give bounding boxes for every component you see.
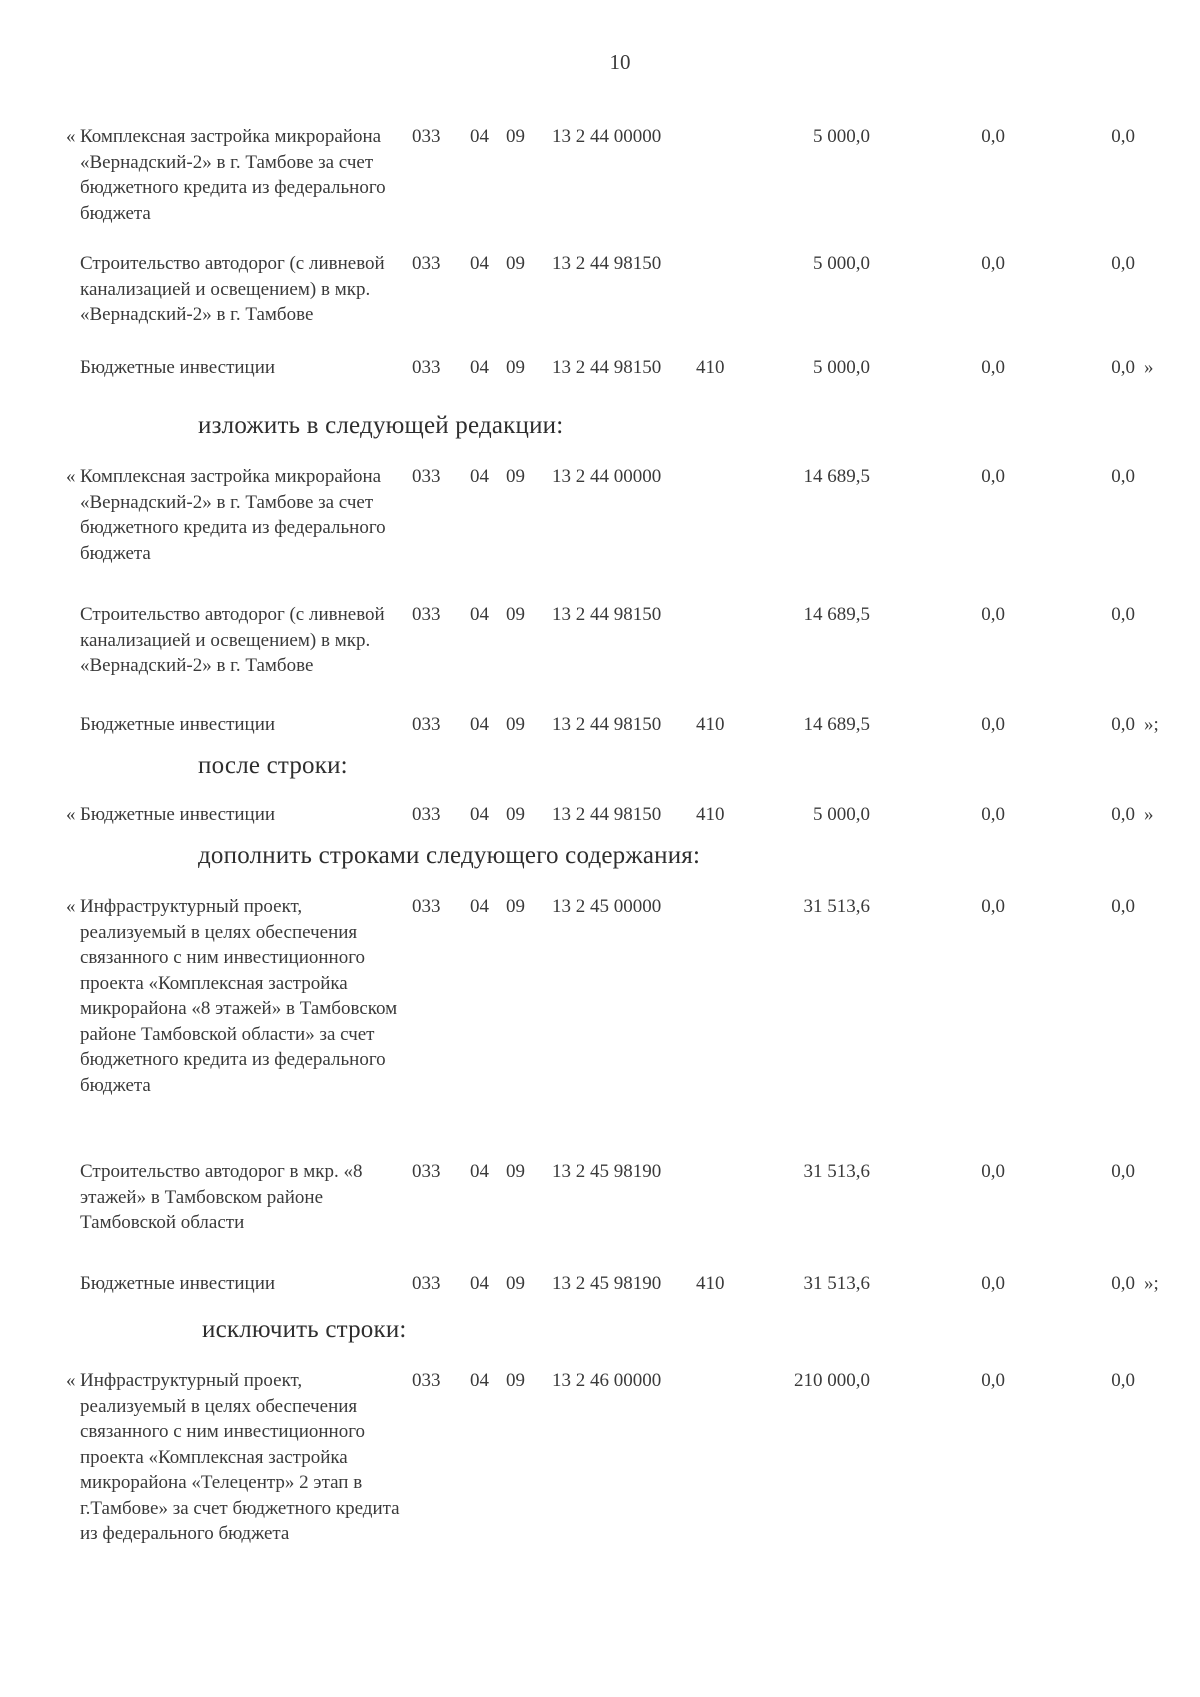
amount-year3: 0,0 [1111,896,1135,917]
amount-year3: 0,0 [1111,1273,1135,1294]
ved-code: 033 [412,357,441,378]
instruction-exclude-rows: исключить строки: [202,1316,407,1343]
pr-code: 09 [506,604,525,625]
rz-code: 04 [470,1370,489,1391]
pr-code: 09 [506,714,525,735]
amount-year2: 0,0 [981,1161,1005,1182]
pr-code: 09 [506,1370,525,1391]
csr-code: 13 2 45 98190 [552,1273,662,1294]
opening-quote: « [66,804,76,825]
ved-code: 033 [412,896,441,917]
csr-code: 13 2 44 98150 [552,253,662,274]
rz-code: 04 [470,896,489,917]
opening-quote: « [66,1370,76,1391]
rz-code: 04 [470,804,489,825]
closing-quote: »; [1144,1273,1159,1294]
amount-year1: 31 513,6 [803,1161,870,1182]
rz-code: 04 [470,357,489,378]
amount-year1: 5 000,0 [813,804,870,825]
csr-code: 13 2 44 00000 [552,466,662,487]
amount-year1: 5 000,0 [813,253,870,274]
row-name: Бюджетные инвестиции [80,1273,276,1294]
csr-code: 13 2 44 98150 [552,604,662,625]
amount-year2: 0,0 [981,896,1005,917]
closing-quote: » [1144,804,1154,825]
amount-year2: 0,0 [981,1273,1005,1294]
closing-quote: »; [1144,714,1159,735]
row-name: Инфраструктурный проект, реализуемый в целях обеспечения связанного с ним инвестиционного проекта «Комплексная застройка микрорайона «8 этажей» в Тамбовском районе Тамбовской области» за счет бюджетного кредита из федерального бюджета [80,896,398,1096]
ved-code: 033 [412,1161,441,1182]
ved-code: 033 [412,714,441,735]
rz-code: 04 [470,714,489,735]
amount-year1: 14 689,5 [803,604,870,625]
amount-year2: 0,0 [981,253,1005,274]
amount-year1: 14 689,5 [803,466,870,487]
csr-code: 13 2 44 98150 [552,357,662,378]
row-name: Строительство автодорог (с ливневой канализацией и освещением) в мкр. «Вернадский-2» в г. Тамбове [80,604,385,676]
row-name: Инфраструктурный проект, реализуемый в целях обеспечения связанного с ним инвестиционного проекта «Комплексная застройка микрорайона «Телецентр» 2 этап в г.Тамбове» за счет бюджетного кредита из федерального бюджета [80,1370,400,1544]
vr-code: 410 [696,357,725,378]
amount-year3: 0,0 [1111,604,1135,625]
amount-year1: 210 000,0 [794,1370,870,1391]
instruction-add-rows: дополнить строками следующего содержания: [198,842,701,869]
instruction-restate: изложить в следующей редакции: [198,412,564,439]
rz-code: 04 [470,1273,489,1294]
amount-year3: 0,0 [1111,804,1135,825]
pr-code: 09 [506,126,525,147]
amount-year2: 0,0 [981,604,1005,625]
pr-code: 09 [506,1273,525,1294]
pr-code: 09 [506,357,525,378]
rz-code: 04 [470,126,489,147]
amount-year2: 0,0 [981,466,1005,487]
amount-year3: 0,0 [1111,357,1135,378]
pr-code: 09 [506,253,525,274]
csr-code: 13 2 45 98190 [552,1161,662,1182]
pr-code: 09 [506,466,525,487]
row-name: Комплексная застройка микрорайона «Вернадский-2» в г. Тамбове за счет бюджетного кредита из федерального бюджета [80,126,386,224]
ved-code: 033 [412,604,441,625]
csr-code: 13 2 45 00000 [552,896,662,917]
vr-code: 410 [696,804,725,825]
pr-code: 09 [506,896,525,917]
pr-code: 09 [506,1161,525,1182]
csr-code: 13 2 44 98150 [552,714,662,735]
csr-code: 13 2 46 00000 [552,1370,662,1391]
csr-code: 13 2 44 98150 [552,804,662,825]
amount-year3: 0,0 [1111,1370,1135,1391]
ved-code: 033 [412,1273,441,1294]
csr-code: 13 2 44 00000 [552,126,662,147]
ved-code: 033 [412,804,441,825]
row-name: Комплексная застройка микрорайона «Вернадский-2» в г. Тамбове за счет бюджетного кредита из федерального бюджета [80,466,386,564]
amount-year3: 0,0 [1111,126,1135,147]
page-number: 10 [609,50,631,74]
amount-year2: 0,0 [981,714,1005,735]
opening-quote: « [66,126,76,147]
amount-year2: 0,0 [981,126,1005,147]
ved-code: 033 [412,253,441,274]
rz-code: 04 [470,466,489,487]
row-name: Бюджетные инвестиции [80,804,276,825]
rz-code: 04 [470,253,489,274]
amount-year1: 31 513,6 [803,1273,870,1294]
opening-quote: « [66,466,76,487]
amount-year3: 0,0 [1111,714,1135,735]
amount-year1: 14 689,5 [803,714,870,735]
amount-year2: 0,0 [981,804,1005,825]
opening-quote: « [66,896,76,917]
rz-code: 04 [470,1161,489,1182]
amount-year2: 0,0 [981,357,1005,378]
amount-year1: 5 000,0 [813,357,870,378]
closing-quote: » [1144,357,1154,378]
amount-year1: 5 000,0 [813,126,870,147]
instruction-after-row: после строки: [198,752,348,779]
vr-code: 410 [696,1273,725,1294]
ved-code: 033 [412,126,441,147]
amount-year3: 0,0 [1111,1161,1135,1182]
row-name: Строительство автодорог в мкр. «8 этажей» в Тамбовском районе Тамбовской области [80,1161,363,1233]
amount-year3: 0,0 [1111,466,1135,487]
ved-code: 033 [412,1370,441,1391]
rz-code: 04 [470,604,489,625]
amount-year2: 0,0 [981,1370,1005,1391]
row-name: Бюджетные инвестиции [80,714,276,735]
amount-year1: 31 513,6 [803,896,870,917]
vr-code: 410 [696,714,725,735]
pr-code: 09 [506,804,525,825]
row-name: Бюджетные инвестиции [80,357,276,378]
ved-code: 033 [412,466,441,487]
amount-year3: 0,0 [1111,253,1135,274]
row-name: Строительство автодорог (с ливневой канализацией и освещением) в мкр. «Вернадский-2» в г. Тамбове [80,253,385,325]
